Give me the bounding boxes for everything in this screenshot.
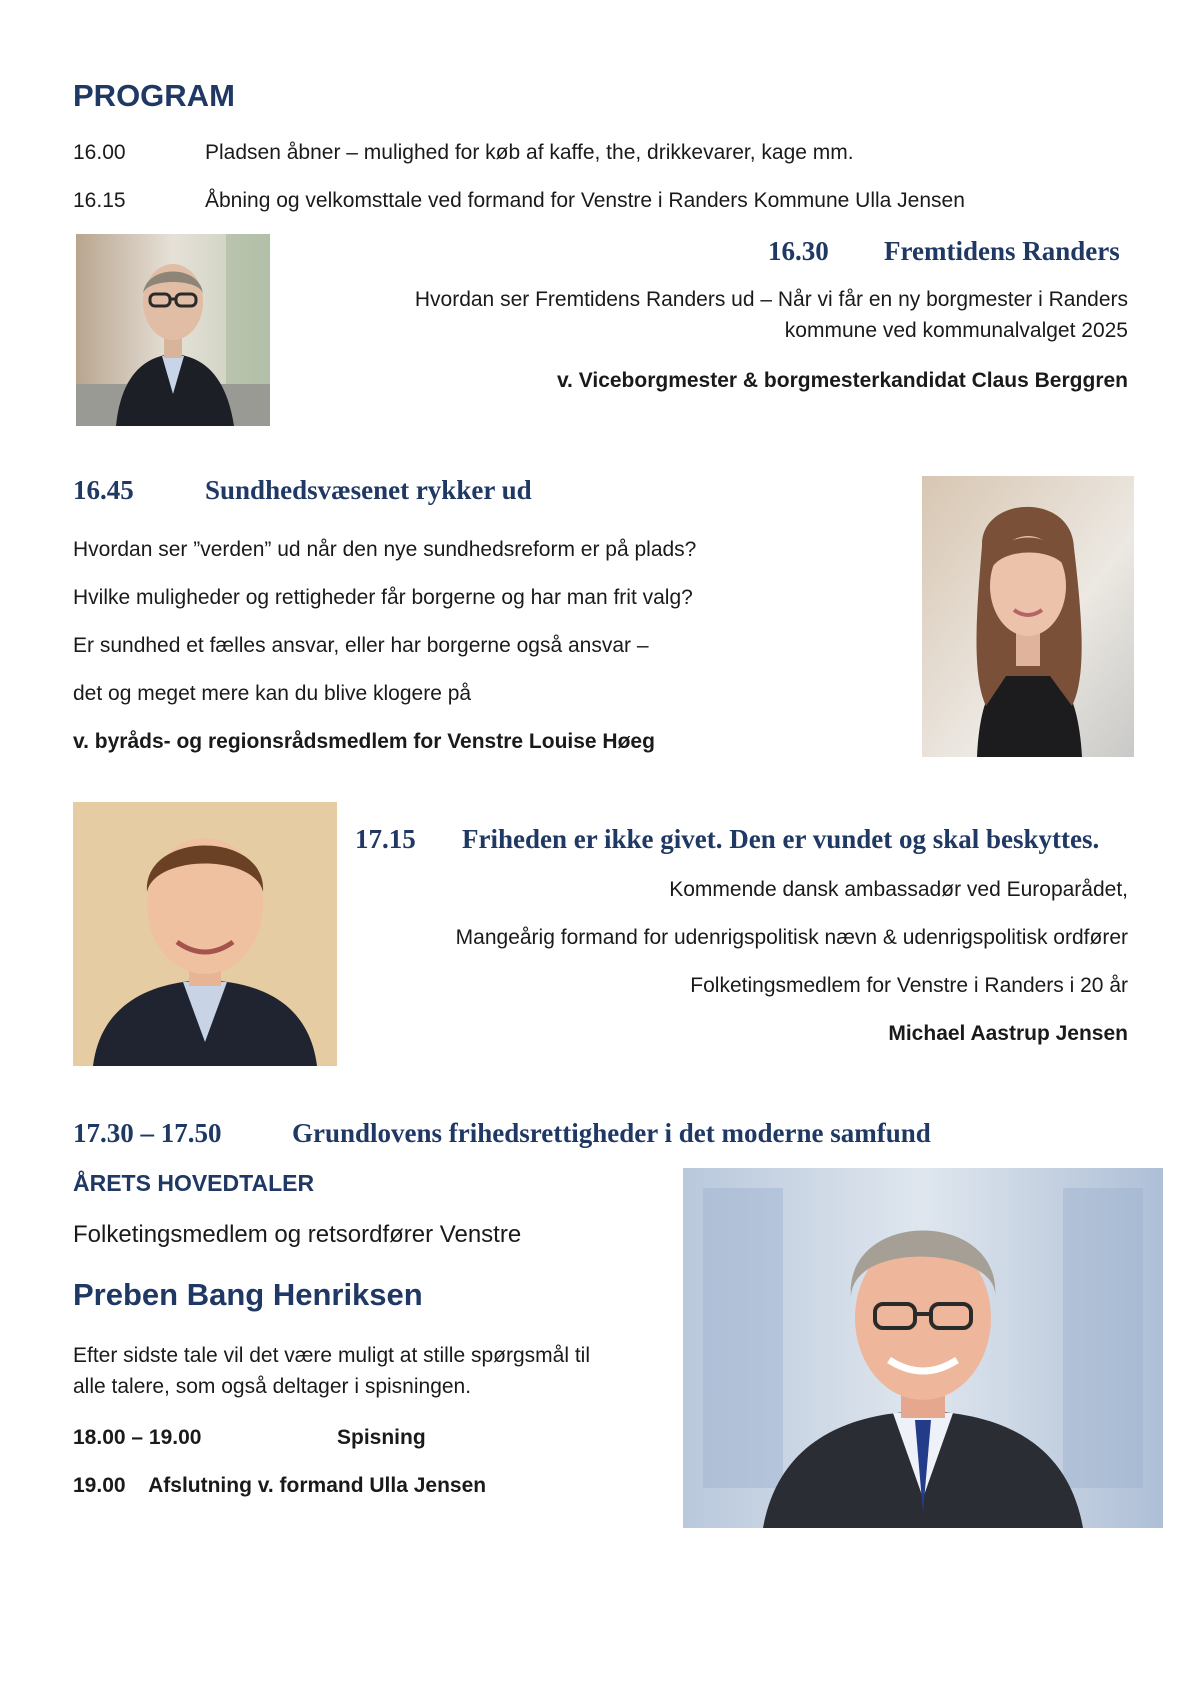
dinner-time: 18.00 – 19.00 [73,1426,202,1449]
session-2-title: Sundhedsvæsenet rykker ud [205,475,532,505]
session-1-speaker: v. Viceborgmester & borgmesterkandidat Claus Berggren [556,369,1128,392]
keynote-label: ÅRETS HOVEDTALER [73,1170,315,1196]
session-3-line-3: Folketingsmedlem for Venstre i Randers i 20 år [690,974,1128,997]
program-time-2: 16.15 [73,189,126,212]
keynote-role: Folketingsmedlem og retsordfører Venstre [73,1221,522,1248]
program-text-1: Pladsen åbner – mulighed for køb af kaffe, the, drikkevarer, kage mm. [205,141,854,164]
session-3-speaker: Michael Aastrup Jensen [888,1022,1128,1045]
session-2-line-3: Er sundhed et fælles ansvar, eller har borgerne også ansvar – [73,634,649,657]
speaker-photo-preben-bang-henriksen [683,1168,1163,1528]
session-1-title: Fremtidens Randers [884,236,1120,266]
page-title: PROGRAM [73,78,235,113]
session-2-line-4: det og meget mere kan du blive klogere på [73,682,472,705]
session-4-title: Grundlovens frihedsrettigheder i det moderne samfund [292,1118,931,1148]
session-1-time: 16.30 [768,236,829,266]
session-2-speaker: v. byråds- og regionsrådsmedlem for Venstre Louise Høeg [73,730,655,753]
session-2-line-1: Hvordan ser ”verden” ud når den nye sundhedsreform er på plads? [73,538,697,561]
session-3-title: Friheden er ikke givet. Den er vundet og skal beskyttes. [462,824,1100,854]
session-2-line-2: Hvilke muligheder og rettigheder får borgerne og har man frit valg? [73,586,693,609]
keynote-speaker-name: Preben Bang Henriksen [73,1277,423,1312]
program-text-2: Åbning og velkomsttale ved formand for Venstre i Randers Kommune Ulla Jensen [205,189,965,212]
session-3-line-1: Kommende dansk ambassadør ved Europarådet, [669,878,1128,901]
session-1-description-2: kommune ved kommunalvalget 2025 [784,319,1128,342]
speaker-photo-michael-aastrup-jensen [73,802,337,1066]
session-3-line-2: Mangeårig formand for udenrigspolitisk nævn & udenrigspolitisk ordfører [455,926,1128,949]
keynote-note-2: alle talere, som også deltager i spisningen. [73,1375,472,1398]
session-4-time: 17.30 – 17.50 [73,1118,222,1148]
closing-line: 19.00 Afslutning v. formand Ulla Jensen [73,1474,487,1497]
keynote-note-1: Efter sidste tale vil det være muligt at stille spørgsmål til [73,1344,591,1367]
session-2-time: 16.45 [73,475,134,505]
speaker-photo-claus-berggren [76,234,270,426]
dinner-label: Spisning [337,1426,426,1449]
session-1-description-1: Hvordan ser Fremtidens Randers ud – Når vi får en ny borgmester i Randers [414,288,1128,311]
program-time-1: 16.00 [73,141,126,164]
session-3-time: 17.15 [355,824,416,854]
speaker-photo-louise-hoeg [922,476,1134,757]
